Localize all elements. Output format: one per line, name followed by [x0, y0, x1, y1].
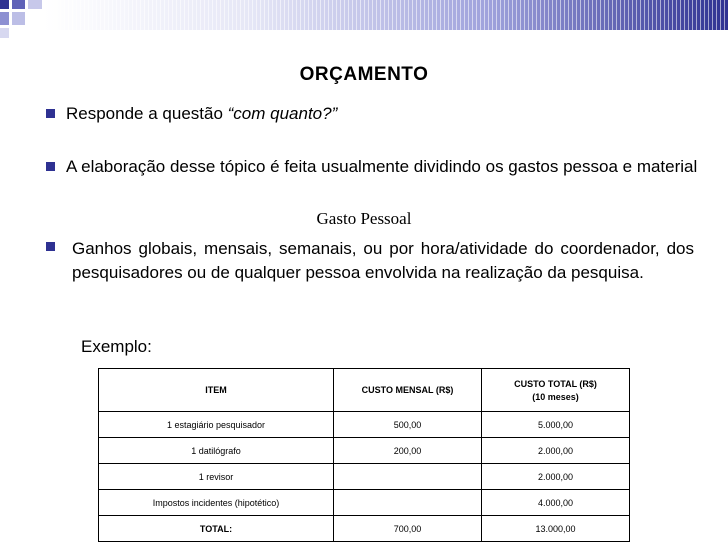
header-gradient-bar: [44, 0, 728, 30]
deco-square: [12, 12, 25, 25]
cell-item: Impostos incidentes (hipotético): [99, 490, 334, 516]
total-monthly: 700,00: [334, 516, 482, 542]
cell-monthly: 500,00: [334, 412, 482, 438]
table-row: [99, 490, 630, 516]
bullet-elaboracao: A elaboração desse tópico é feita usualmente dividindo os gastos pessoa e material: [66, 157, 698, 176]
deco-square: [0, 12, 9, 25]
header-monthly: CUSTO MENSAL (R$): [334, 369, 482, 412]
total-total: 13.000,00: [482, 516, 630, 542]
cell-total: 2.000,00: [482, 464, 630, 490]
header-total-line1: CUSTO TOTAL (R$): [514, 378, 597, 389]
table-row: [99, 412, 630, 438]
bullet-responde-text: Responde a questão: [66, 104, 228, 123]
deco-square: [12, 0, 25, 9]
cell-item: 1 datilógrafo: [99, 438, 334, 464]
bullet-ganhos: Ganhos globais, mensais, semanais, ou por hora/atividade do coordenador, dos pesquisadores ou de qualquer pessoa envolvida na realização da pesquisa.: [72, 239, 694, 282]
section-subtitle: Gasto Pessoal: [316, 209, 412, 228]
table-total-row: [99, 516, 630, 542]
deco-square: [0, 28, 9, 38]
table-row: [99, 464, 630, 490]
example-label: Exemplo:: [81, 337, 152, 356]
cell-item: 1 estagiário pesquisador: [99, 412, 334, 438]
square-bullet-icon: [46, 242, 55, 251]
header-decoration: [0, 0, 728, 40]
deco-square: [28, 0, 42, 9]
cell-item: 1 revisor: [99, 464, 334, 490]
cell-monthly: 200,00: [334, 438, 482, 464]
cell-monthly: [334, 490, 482, 516]
header-total-line2: (10 meses): [532, 391, 579, 402]
cell-total: 4.000,00: [482, 490, 630, 516]
table-row: [99, 438, 630, 464]
square-bullet-icon: [46, 109, 55, 118]
bullet-responde: [66, 104, 337, 124]
deco-square: [0, 0, 9, 9]
budget-table: [98, 368, 630, 542]
cell-total: 2.000,00: [482, 438, 630, 464]
header-total: [482, 369, 630, 412]
cell-total: 5.000,00: [482, 412, 630, 438]
cell-monthly: [334, 464, 482, 490]
table-header-row: [99, 369, 630, 412]
slide-title: ORÇAMENTO: [299, 64, 429, 85]
total-label: TOTAL:: [99, 516, 334, 542]
header-item: ITEM: [99, 369, 334, 412]
bullet-responde-emphasis: “com quanto?”: [227, 104, 338, 123]
